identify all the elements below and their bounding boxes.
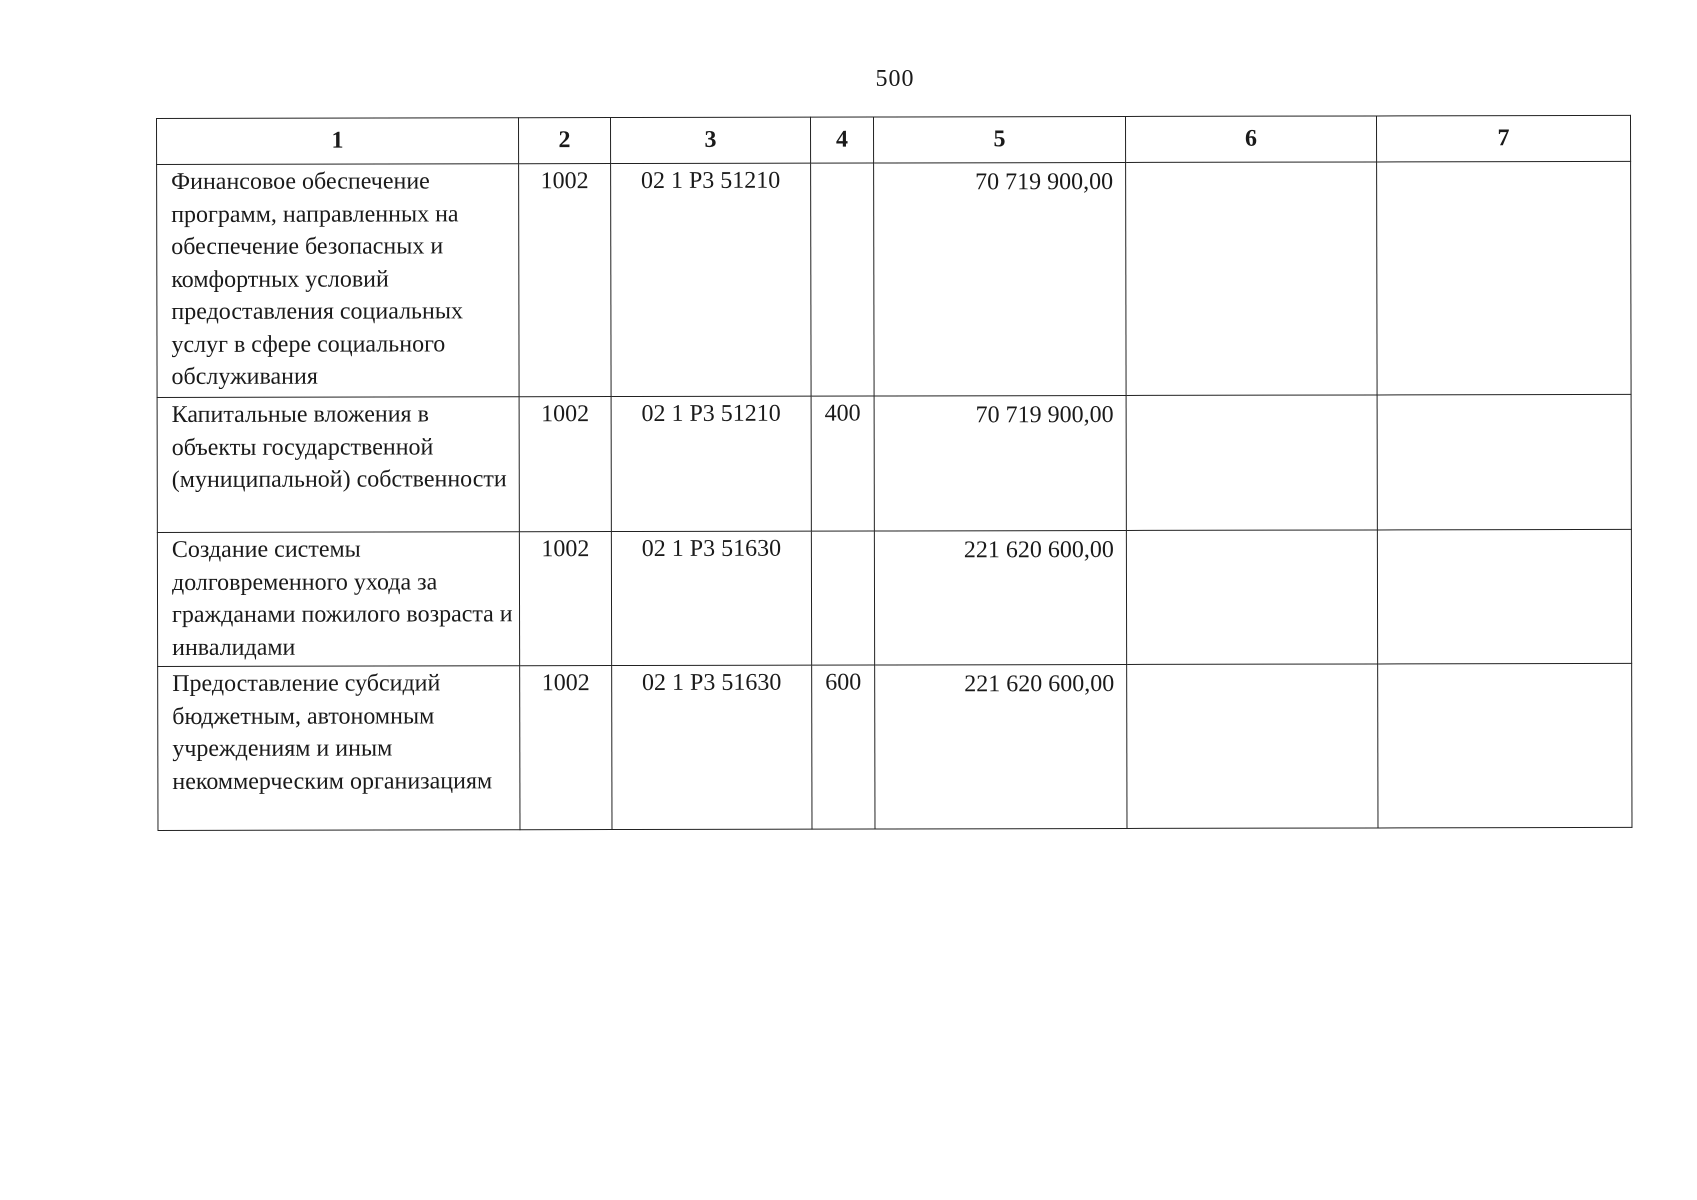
amount-cell: 70 719 900,00 bbox=[874, 162, 1126, 396]
expense-type-cell: 600 bbox=[812, 665, 875, 829]
col6-cell bbox=[1126, 395, 1377, 531]
expense-type-cell bbox=[811, 531, 874, 665]
table-header-row bbox=[157, 115, 1631, 164]
page-number: 500 bbox=[875, 66, 915, 92]
col6-cell bbox=[1127, 664, 1378, 829]
table-row bbox=[157, 529, 1631, 666]
row-name-cell: Капитальные вложения в объекты государственной (муниципальной) собственности bbox=[157, 397, 519, 533]
col7-cell bbox=[1377, 529, 1631, 664]
section-code-cell: 1002 bbox=[520, 666, 612, 830]
col7-cell bbox=[1377, 161, 1631, 395]
expense-type-cell bbox=[811, 163, 874, 396]
column-header: 6 bbox=[1125, 116, 1376, 163]
row-name-cell: Финансовое обеспечение программ, направленных на обеспечение безопасных и комфортных условий предоставления социальных услуг в сфере социального обслуживания bbox=[157, 164, 519, 398]
target-item-cell: 02 1 Р3 51630 bbox=[612, 665, 812, 829]
budget-table bbox=[156, 115, 1632, 831]
section-code-cell: 1002 bbox=[519, 164, 611, 397]
col6-cell bbox=[1126, 162, 1377, 396]
table-row bbox=[158, 663, 1632, 830]
column-header: 7 bbox=[1376, 115, 1630, 162]
row-name-cell: Создание системы долговременного ухода за гражданами пожилого возраста и инвалидами bbox=[157, 532, 519, 667]
col6-cell bbox=[1126, 530, 1377, 665]
column-header: 5 bbox=[873, 116, 1125, 163]
section-code-cell: 1002 bbox=[519, 532, 611, 666]
expense-type-cell: 400 bbox=[811, 396, 874, 531]
column-header: 1 bbox=[157, 118, 519, 165]
amount-cell: 221 620 600,00 bbox=[875, 664, 1127, 829]
amount-cell: 221 620 600,00 bbox=[874, 530, 1126, 665]
target-item-cell: 02 1 Р3 51210 bbox=[611, 163, 811, 396]
col7-cell bbox=[1377, 394, 1631, 530]
column-header: 3 bbox=[611, 117, 811, 163]
section-code-cell: 1002 bbox=[519, 397, 611, 532]
column-header: 2 bbox=[519, 118, 611, 164]
table-row bbox=[157, 394, 1631, 532]
col7-cell bbox=[1378, 663, 1632, 828]
column-header: 4 bbox=[810, 117, 873, 163]
amount-cell: 70 719 900,00 bbox=[874, 395, 1126, 531]
target-item-cell: 02 1 Р3 51630 bbox=[611, 531, 811, 665]
target-item-cell: 02 1 Р3 51210 bbox=[611, 396, 811, 531]
table-row bbox=[157, 161, 1631, 397]
row-name-cell: Предоставление субсидий бюджетным, автономным учреждениям и иным некоммерческим организациям bbox=[158, 666, 520, 831]
